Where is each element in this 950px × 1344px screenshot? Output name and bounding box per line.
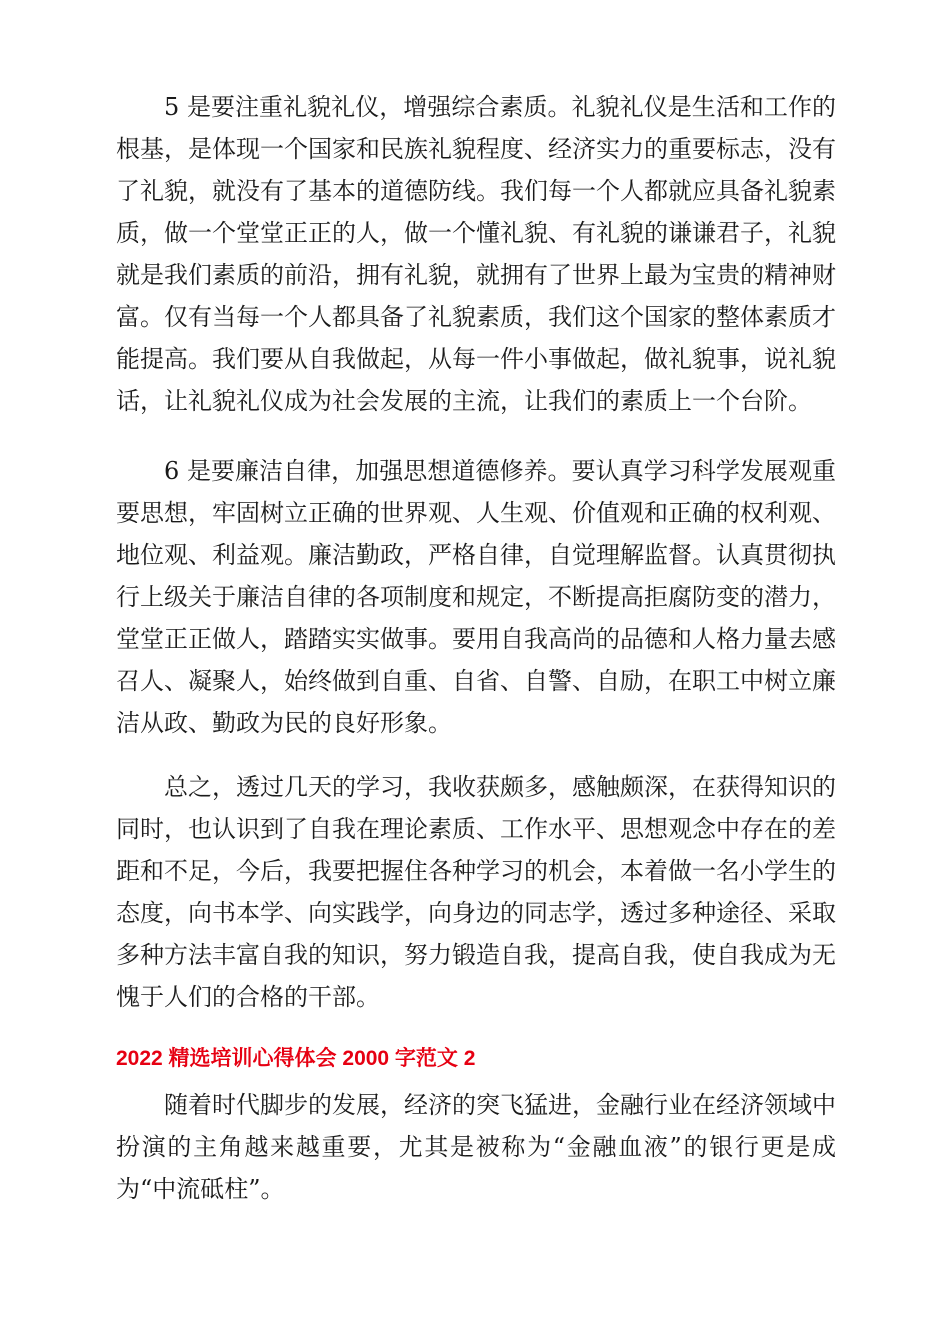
paragraph-section-2-intro: 随着时代脚步的发展，经济的突飞猛进，金融行业在经济领域中扮演的主角越来越重要，尤其是被称为“金融血液”的银行更是成为“中流砥柱”。 [116, 1091, 836, 1203]
section-heading: 2022 精选培训心得体会 2000 字范文 2 [116, 1047, 476, 1070]
paragraph-point-5: 5 是要注重礼貌礼仪，增强综合素质。礼貌礼仪是生活和工作的根基，是体现一个国家和民族礼貌程度、经济实力的重要标志，没有了礼貌，就没有了基本的道德防线。我们每一个人都就应具备礼貌素质，做一个堂堂正正的人，做一个懂礼貌、有礼貌的谦谦君子，礼貌就是我们素质的前沿，拥有礼貌，就拥有了世界上最为宝贵的精神财富。仅有当每一个人都具备了礼貌素质，我们这个国家的整体素质才能提高。我们要从自我做起，从每一件小事做起，做礼貌事，说礼貌话，让礼貌礼仪成为社会发展的主流，让我们的素质上一个台阶。 [116, 93, 836, 415]
document-body [116, 86, 836, 1210]
paragraph-conclusion: 总之，透过几天的学习，我收获颇多，感触颇深，在获得知识的同时，也认识到了自我在理论素质、工作水平、思想观念中存在的差距和不足，今后，我要把握住各种学习的机会，本着做一名小学生的态度，向书本学、向实践学，向身边的同志学，透过多种途径、采取多种方法丰富自我的知识，努力锻造自我，提高自我，使自我成为无愧于人们的合格的干部。 [116, 773, 836, 1011]
paragraph-point-6: 6 是要廉洁自律，加强思想道德修养。要认真学习科学发展观重要思想，牢固树立正确的世界观、人生观、价值观和正确的权利观、地位观、利益观。廉洁勤政，严格自律，自觉理解监督。认真贯彻执行上级关于廉洁自律的各项制度和规定，不断提高拒腐防变的潜力，堂堂正正做人，踏踏实实做事。要用自我高尚的品德和人格力量去感召人、凝聚人，始终做到自重、自省、自警、自励，在职工中树立廉洁从政、勤政为民的良好形象。 [116, 457, 836, 737]
